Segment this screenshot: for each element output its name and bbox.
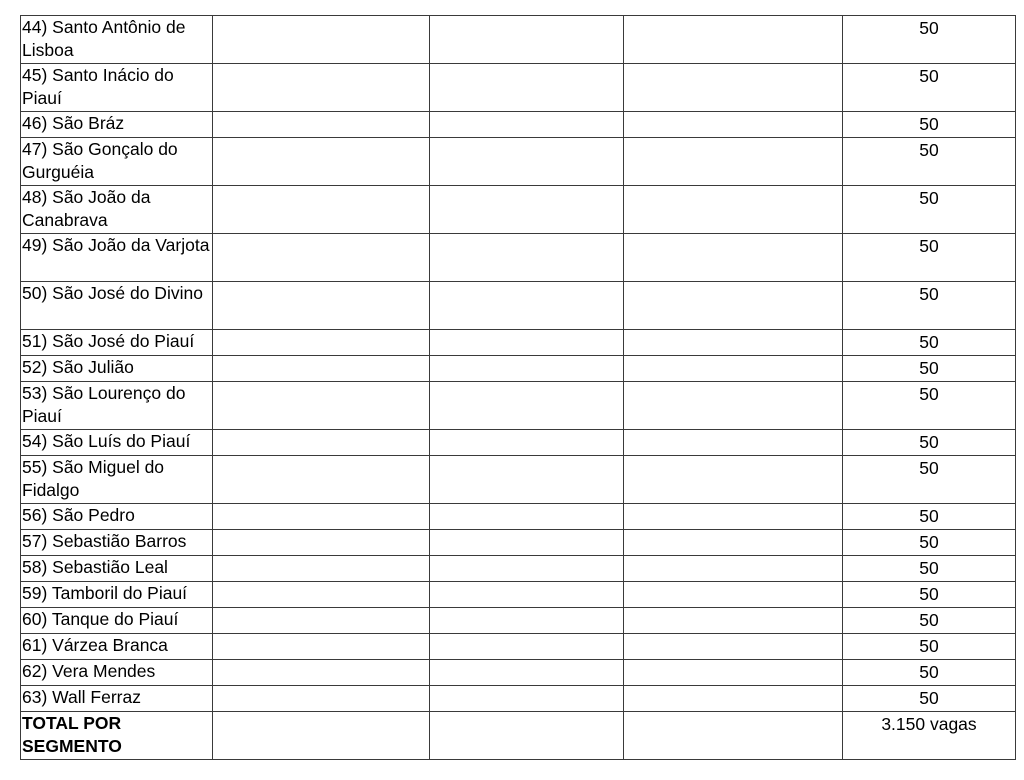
vacancies-value: 50: [843, 556, 1016, 582]
municipality-name: 48) São João da Canabrava: [21, 186, 213, 234]
table-body: [21, 16, 1016, 712]
municipality-name: 63) Wall Ferraz: [21, 686, 213, 712]
vacancies-value: 50: [843, 608, 1016, 634]
empty-cell: [430, 282, 624, 330]
table-row: [21, 504, 1016, 530]
table-row: [21, 430, 1016, 456]
table-row: [21, 582, 1016, 608]
municipality-name: 59) Tamboril do Piauí: [21, 582, 213, 608]
total-label: TOTAL POR SEGMENTO: [21, 712, 213, 760]
vacancies-value: 50: [843, 660, 1016, 686]
table-row: [21, 16, 1016, 64]
empty-cell: [213, 556, 430, 582]
empty-cell: [430, 686, 624, 712]
empty-cell: [430, 556, 624, 582]
empty-cell: [430, 582, 624, 608]
municipality-name: 49) São João da Varjota: [21, 234, 213, 282]
table-row: [21, 356, 1016, 382]
empty-cell: [624, 330, 843, 356]
vacancies-value: 50: [843, 64, 1016, 112]
empty-cell: [213, 530, 430, 556]
empty-cell: [430, 234, 624, 282]
empty-cell: [624, 504, 843, 530]
municipality-name: 47) São Gonçalo do Gurguéia: [21, 138, 213, 186]
vacancies-value: 50: [843, 112, 1016, 138]
empty-cell: [624, 112, 843, 138]
empty-cell: [213, 382, 430, 430]
municipality-name: 44) Santo Antônio de Lisboa: [21, 16, 213, 64]
vacancies-value: 50: [843, 16, 1016, 64]
municipality-name: 54) São Luís do Piauí: [21, 430, 213, 456]
empty-cell: [624, 556, 843, 582]
empty-cell: [213, 582, 430, 608]
municipality-name: 52) São Julião: [21, 356, 213, 382]
vacancies-value: 50: [843, 356, 1016, 382]
empty-cell: [213, 634, 430, 660]
empty-cell: [213, 282, 430, 330]
empty-cell: [213, 356, 430, 382]
table-row: [21, 382, 1016, 430]
municipality-name: 53) São Lourenço do Piauí: [21, 382, 213, 430]
table-row: [21, 660, 1016, 686]
empty-cell: [213, 138, 430, 186]
municipality-name: 57) Sebastião Barros: [21, 530, 213, 556]
empty-cell: [213, 686, 430, 712]
empty-cell: [624, 234, 843, 282]
vacancies-value: 50: [843, 582, 1016, 608]
vacancies-value: 50: [843, 634, 1016, 660]
empty-cell: [624, 16, 843, 64]
empty-cell: [213, 186, 430, 234]
table-row: [21, 64, 1016, 112]
table-row: [21, 608, 1016, 634]
table-row: [21, 556, 1016, 582]
empty-cell: [430, 430, 624, 456]
municipality-name: 56) São Pedro: [21, 504, 213, 530]
empty-cell: [624, 138, 843, 186]
empty-cell: [624, 186, 843, 234]
empty-cell: [624, 430, 843, 456]
empty-cell: [430, 634, 624, 660]
table-row: [21, 530, 1016, 556]
table-row: [21, 686, 1016, 712]
empty-cell: [430, 112, 624, 138]
empty-cell: [430, 530, 624, 556]
vacancies-value: 50: [843, 430, 1016, 456]
vacancies-value: 50: [843, 504, 1016, 530]
empty-cell: [213, 608, 430, 634]
empty-cell: [624, 456, 843, 504]
empty-cell: [624, 64, 843, 112]
vacancies-value: 50: [843, 456, 1016, 504]
empty-cell: [213, 504, 430, 530]
vacancies-value: 50: [843, 530, 1016, 556]
municipality-name: 50) São José do Divino: [21, 282, 213, 330]
empty-cell: [213, 456, 430, 504]
municipality-name: 58) Sebastião Leal: [21, 556, 213, 582]
empty-cell: [430, 712, 624, 760]
empty-cell: [213, 234, 430, 282]
empty-cell: [213, 660, 430, 686]
vacancies-value: 50: [843, 234, 1016, 282]
empty-cell: [430, 138, 624, 186]
vacancies-value: 50: [843, 138, 1016, 186]
empty-cell: [213, 112, 430, 138]
vacancies-value: 50: [843, 282, 1016, 330]
empty-cell: [213, 330, 430, 356]
empty-cell: [624, 282, 843, 330]
table-row: [21, 634, 1016, 660]
empty-cell: [430, 608, 624, 634]
municipality-name: 51) São José do Piauí: [21, 330, 213, 356]
municipality-name: 62) Vera Mendes: [21, 660, 213, 686]
empty-cell: [430, 382, 624, 430]
empty-cell: [430, 186, 624, 234]
empty-cell: [624, 530, 843, 556]
empty-cell: [213, 712, 430, 760]
empty-cell: [430, 16, 624, 64]
empty-cell: [213, 16, 430, 64]
vacancies-value: 50: [843, 382, 1016, 430]
table-row: [21, 282, 1016, 330]
municipality-name: 55) São Miguel do Fidalgo: [21, 456, 213, 504]
empty-cell: [430, 504, 624, 530]
total-row: [21, 712, 1016, 760]
vacancies-value: 50: [843, 330, 1016, 356]
table-row: [21, 330, 1016, 356]
empty-cell: [624, 660, 843, 686]
empty-cell: [624, 634, 843, 660]
empty-cell: [624, 686, 843, 712]
vacancies-value: 50: [843, 186, 1016, 234]
table-row: [21, 456, 1016, 504]
empty-cell: [213, 64, 430, 112]
empty-cell: [430, 456, 624, 504]
empty-cell: [430, 64, 624, 112]
empty-cell: [430, 330, 624, 356]
empty-cell: [624, 582, 843, 608]
empty-cell: [624, 382, 843, 430]
table-row: [21, 112, 1016, 138]
table-row: [21, 138, 1016, 186]
empty-cell: [430, 660, 624, 686]
empty-cell: [624, 356, 843, 382]
municipality-name: 45) Santo Inácio do Piauí: [21, 64, 213, 112]
vacancies-value: 50: [843, 686, 1016, 712]
municipality-name: 61) Várzea Branca: [21, 634, 213, 660]
empty-cell: [624, 608, 843, 634]
empty-cell: [213, 430, 430, 456]
vacancies-table: [20, 15, 1016, 760]
table-row: [21, 186, 1016, 234]
empty-cell: [430, 356, 624, 382]
table-row: [21, 234, 1016, 282]
municipality-name: 46) São Bráz: [21, 112, 213, 138]
total-value: 3.150 vagas: [843, 712, 1016, 760]
empty-cell: [624, 712, 843, 760]
municipality-name: 60) Tanque do Piauí: [21, 608, 213, 634]
